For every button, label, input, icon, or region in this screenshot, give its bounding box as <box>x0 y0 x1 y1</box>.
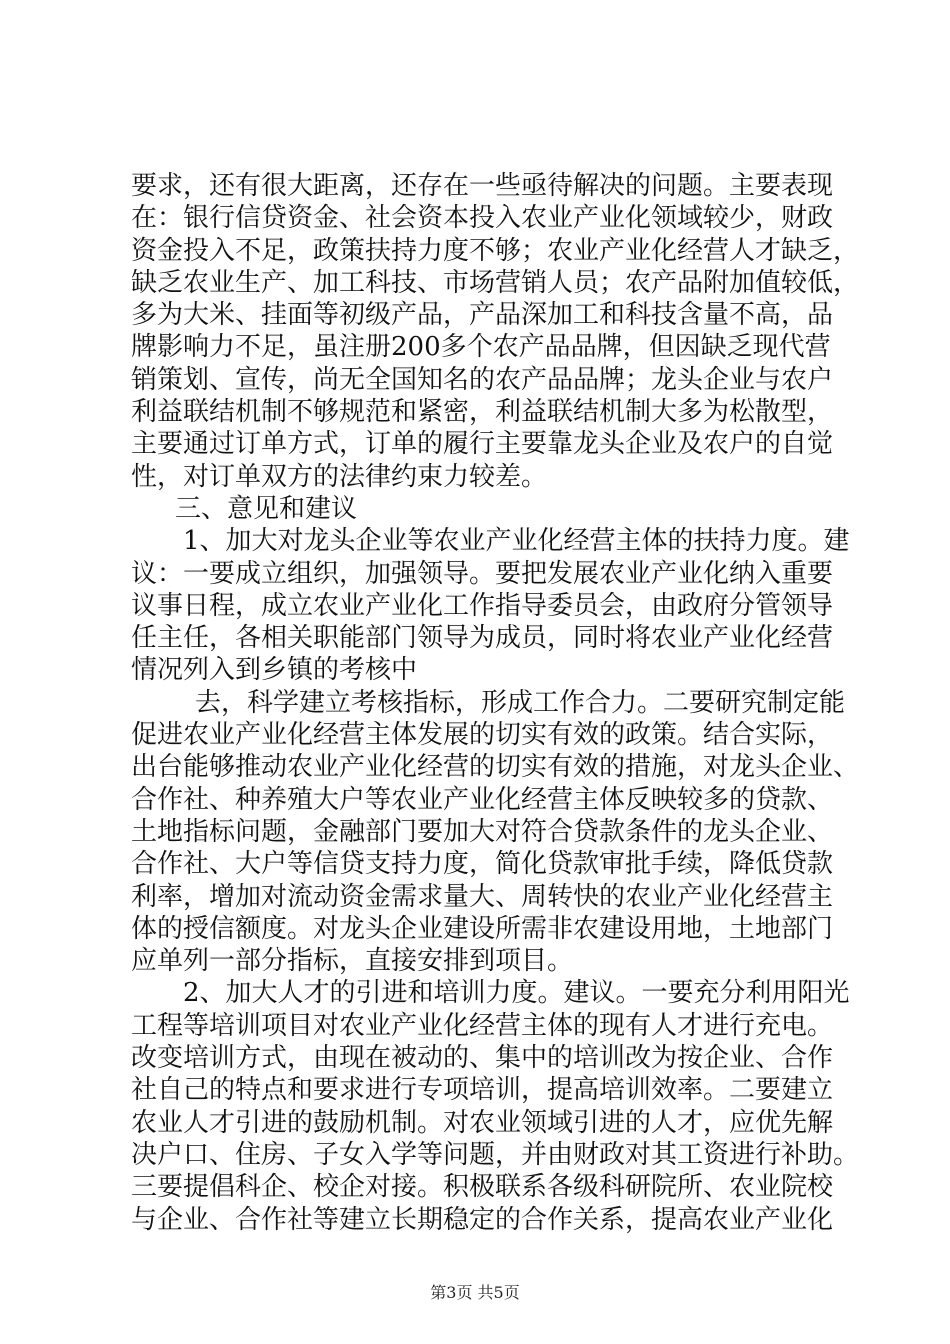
text-line: 决户口、住房、子女入学等问题，并由财政对其工资进行补助。 <box>131 1139 860 1170</box>
text-line: 利率，增加对流动资金需求量大、周转快的农业产业化经营主 <box>131 881 834 912</box>
section-heading: 三、意见和建议 <box>175 493 358 524</box>
body-text <box>131 170 860 1236</box>
text-line: 促进农业产业化经营主体发展的切实有效的政策。结合实际， <box>131 720 834 751</box>
text-line: 三要提倡科企、校企对接。积极联系各级科研院所、农业院校 <box>131 1172 834 1203</box>
text-line: 议：一要成立组织，加强领导。要把发展农业产业化纳入重要 <box>131 558 834 589</box>
text-line: 合作社、大户等信贷支持力度，简化贷款审批手续，降低贷款 <box>131 849 834 880</box>
text-line: 出台能够推动农业产业化经营的切实有效的措施，对龙头企业、 <box>131 752 860 783</box>
text-line: 性，对订单双方的法律约束力较差。 <box>131 461 548 492</box>
text-line: 体的授信额度。对龙头企业建设所需非农建设用地，土地部门 <box>131 913 834 944</box>
text-line: 要求，还有很大距离，还存在一些亟待解决的问题。主要表现 <box>131 171 834 201</box>
text-line: 工程等培训项目对农业产业化经营主体的现有人才进行充电。 <box>131 1010 834 1041</box>
text-line: 议事日程，成立农业产业化工作指导委员会，由政府分管领导 <box>131 590 834 621</box>
text-line: 合作社、种养殖大户等农业产业化经营主体反映较多的贷款、 <box>131 784 834 815</box>
page-number-footer: 第3页 共5页 <box>430 1283 520 1302</box>
text-line: 在：银行信贷资金、社会资本投入农业产业化领域较少，财政 <box>131 203 834 234</box>
text-line: 改变培训方式，由现在被动的、集中的培训改为按企业、合作 <box>131 1043 834 1074</box>
text-line: 多为大米、挂面等初级产品，产品深加工和科技含量不高，品 <box>131 300 834 331</box>
text-line: 牌影响力不足，虽注册200多个农产品品牌，但因缺乏现代营 <box>131 332 831 363</box>
text-line: 应单列一部分指标，直接安排到项目。 <box>131 946 574 977</box>
text-line: 土地指标问题，金融部门要加大对符合贷款条件的龙头企业、 <box>131 816 834 847</box>
text-line: 缺乏农业生产、加工科技、市场营销人员；农产品附加值较低， <box>131 267 860 298</box>
text-line: 农业人才引进的鼓励机制。对农业领域引进的人才，应优先解 <box>131 1107 834 1138</box>
text-line: 去，科学建立考核指标，形成工作合力。二要研究制定能 <box>195 687 846 718</box>
text-line: 主要通过订单方式，订单的履行主要靠龙头企业及农户的自觉 <box>131 429 834 460</box>
text-line: 与企业、合作社等建立长期稳定的合作关系，提高农业产业化 <box>131 1204 834 1235</box>
text-line: 任主任，各相关职能部门领导为成员，同时将农业产业化经营 <box>131 623 834 654</box>
text-line: 利益联结机制不够规范和紧密，利益联结机制大多为松散型， <box>131 397 834 428</box>
text-line: 情况列入到乡镇的考核中 <box>131 655 418 686</box>
text-line: 1、加大对龙头企业等农业产业化经营主体的扶持力度。建 <box>183 526 850 557</box>
text-line: 社自己的特点和要求进行专项培训，提高培训效率。二要建立 <box>131 1075 834 1106</box>
text-line: 销策划、宣传，尚无全国知名的农产品品牌；龙头企业与农户 <box>131 364 834 395</box>
text-line: 资金投入不足，政策扶持力度不够；农业产业化经营人才缺乏， <box>131 235 860 266</box>
text-line: 2、加大人才的引进和培训力度。建议。一要充分利用阳光 <box>183 978 850 1009</box>
